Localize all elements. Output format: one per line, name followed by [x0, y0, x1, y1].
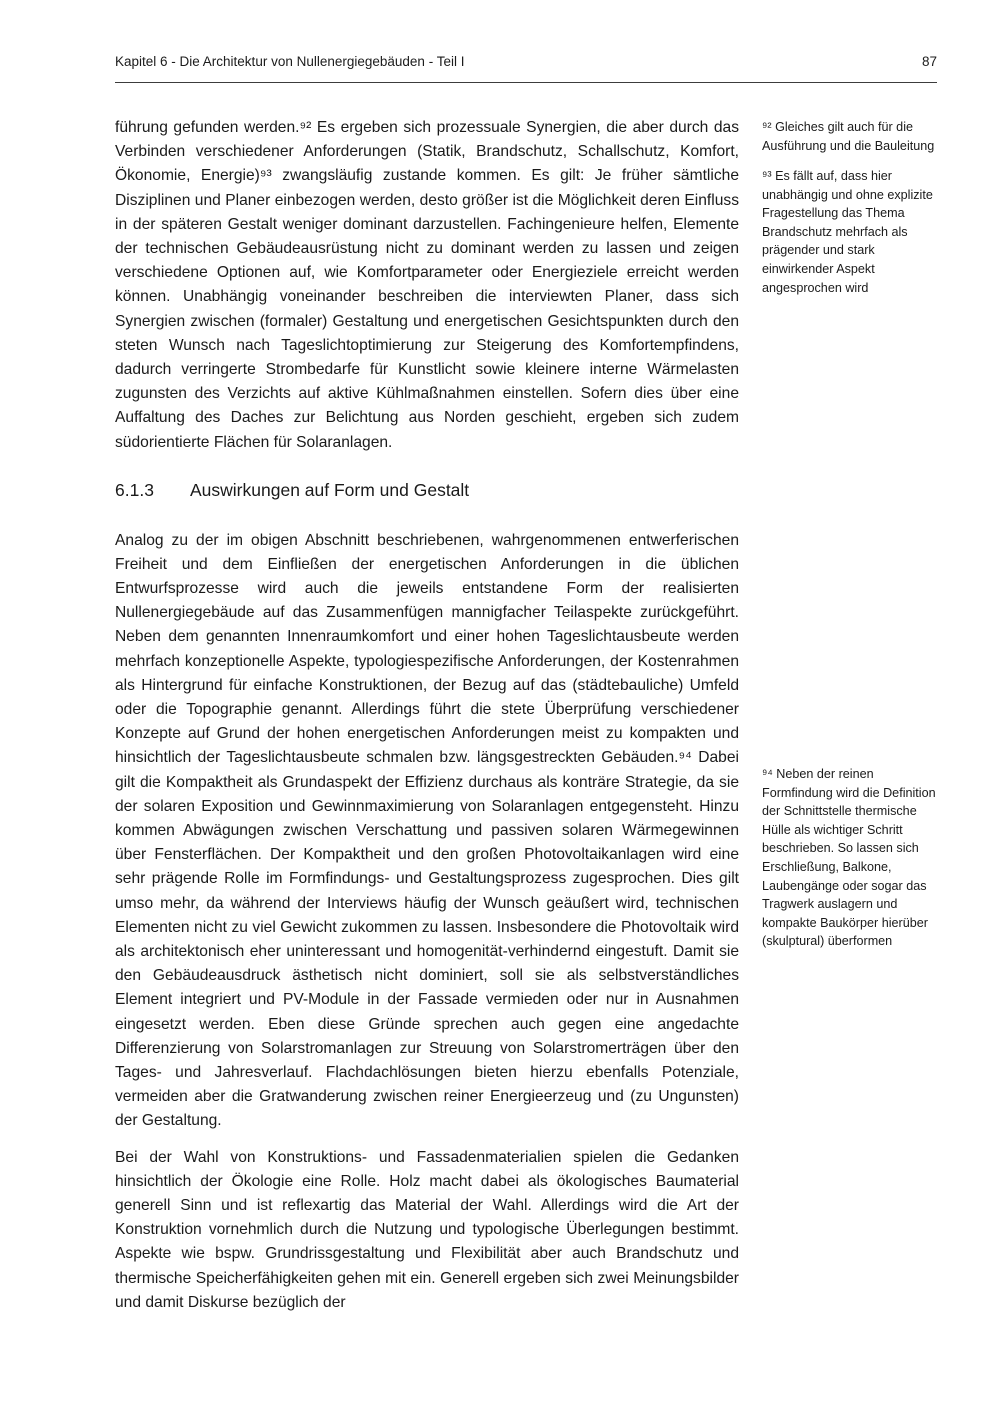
margin-note-93: ⁹³ Es fällt auf, dass hier unabhängig und ohne explizite Fragestellung das Thema Brandschutz mehrfach als prägender und stark einwirkender Aspekt angesprochen wird: [762, 169, 933, 295]
margin-note-94: ⁹⁴ Neben der reinen Formfindung wird die Definition der Schnittstelle thermische Hülle als wichtiger Schritt beschrieben. So lassen sich Erschließung, Balkone, Laubengänge oder sogar das Tragwerk auslagern und kompakte Baukörper hierüber (skulptural) überformen: [762, 767, 936, 949]
section-title: Auswirkungen auf Form und Gestalt: [190, 479, 470, 500]
body-paragraph: führung gefunden werden.⁹² Es ergeben sich prozessuale Synergien, die aber durch das Verbinden verschiedener Anforderungen (Statik, Brandschutz, Schallschutz, Komfort, Ökonomie, Energie)⁹³ zwangsläufig zustande kommen. Es gilt: Je früher sämtliche Disziplinen und Planer einbezogen werden, desto größer ist die Möglichkeit deren Einfluss in der späteren Gestalt weniger dominant darzustellen. Fachingenieure helfen, Elemente der technischen Gebäudeausrüstung nicht zu dominant werden zu lassen und zeigen verschiedene Optionen auf, wie Komfortparameter oder Energieziele erreicht werden können. Unabhängig voneinander beschreiben die interviewten Planer, dass sich Synergien zwischen (formaler) Gestaltung und energetischen Gesichtspunkten durch den steten Wunsch nach Tageslichtoptimierung zur Steigerung des Komfortempfindens, dadurch verringerte Strombedarfe für Kunstlicht sowie kleinere interne Wärmelasten zugunsten des Verzichts auf aktive Kühlmaßnahmen einstellen. Sofern dies über eine Auffaltung des Daches zur Belichtung aus Norden geschieht, ergeben sich zudem südorientierte Flächen für Solaranlagen.: [115, 119, 739, 451]
section-number: 6.1.3: [115, 479, 154, 500]
page-number: 87: [921, 54, 937, 69]
body-paragraph: Bei der Wahl von Konstruktions- und Fassadenmaterialien spielen die Gedanken hinsichtlich der Ökologie eine Rolle. Holz macht dabei als ökologisches Baumaterial generell Sinn und ist reflexartig das Material der Wahl. Allerdings wird die Art der Konstruktion vornehmlich durch die Nutzung und typologische Überlegungen bestimmt. Aspekte wie bspw. Grundrissgestaltung und Flexibilität aber auch Brandschutz und thermische Speicherfähigkeiten gehen mit ein. Generell ergeben sich zwei Meinungsbilder und damit Diskurse bezüglich der: [115, 1148, 739, 1311]
margin-note-92: ⁹² Gleiches gilt auch für die Ausführung und die Bauleitung: [762, 120, 935, 153]
body-paragraph: Analog zu der im obigen Abschnitt beschriebenen, wahrgenommenen entwerferischen Freiheit und dem Einfließen der energetischen Anforderungen in die üblichen Entwurfsprozesse wird auch die jeweils entstandene Form der realisierten Nullenergiegebäude auf das Zusammenfügen mannigfacher Teilaspekte zurückgeführt. Neben dem genannten Innenraumkomfort und einer hohen Tageslichtausbeute werden mehrfach konzeptionelle Aspekte, typologiespezifische Anforderungen, der Kostenrahmen als Hintergrund für einfache Konstruktionen, der Bezug auf das (städtebauliche) Umfeld oder die Topographie genannt. Allerdings führt die stete Überprüfung verschiedener Konzepte auf Grund der hohen energetischen Anforderungen meist zu kompakten und hinsichtlich der Tageslichtausbeute schmalen bzw. längsgestreckten Gebäuden.⁹⁴ Dabei gilt die Kompaktheit als Grundaspekt der Effizienz durchaus als konträre Strategie, da sie der solaren Exposition und Gewinnmaximierung von Solaranlagen entgegensteht. Hinzu kommen Abwägungen zwischen Verschattung und passiven solaren Wärmegewinnen über Fensterflächen. Der Kompaktheit und den großen Photovoltaikanlagen wird eine sehr prägende Rolle im Formfindungs- und Gestaltungsprozess zugesprochen. Dies gilt umso mehr, da während der Interviews häufig der Wunsch geäußert wird, technischen Elementen nicht zu viel Gewicht zukommen zu lassen. Insbesondere die Photovoltaik wird als architektonisch eher uninteressant und homogenität-verhindernd eingestuft. Damit sie den Gebäudeausdruck ästhetisch nicht dominiert, soll sie als selbstverständliches Element integriert und PV-Module in der Fassade vermieden oder nur in Ausnahmen eingesetzt werden. Eben diese Gründe sprechen auch gegen eine angedachte Differenzierung von Solarstromanlagen zur Streuung von Solarstromerträgen über den Tages- und Jahresverlauf. Flachdachlösungen bieten hierzu ebenfalls Potenziale, vermeiden aber die Gratwanderung zwischen reiner Energieerzeug und (zu Ungunsten) der Gestaltung.: [115, 531, 739, 1130]
section-heading: [115, 479, 739, 502]
main-text-column: [115, 116, 739, 1327]
page-header: [115, 54, 937, 83]
running-title: Kapitel 6 - Die Architektur von Nullenergiegebäuden - Teil I: [115, 54, 465, 69]
